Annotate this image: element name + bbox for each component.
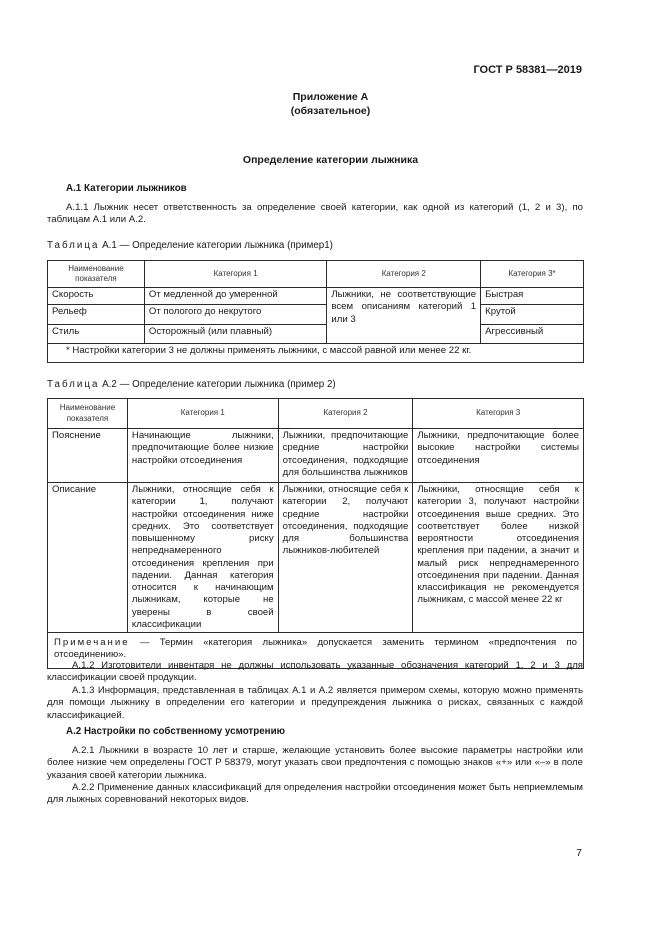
table2-cell-cat1: Лыжники, относящие себя к категории 1, получают настройки отсоединения ниже средних. Это соответствует повышенному риску непреднамеренного отсоединения крепления при падении. Данная категория относится к начинающим лыжникам, которые не уверены в своей классификации [127, 483, 278, 633]
table2-header-row [48, 399, 584, 429]
table2-caption [47, 379, 336, 392]
table1-cell-name: Скорость [48, 288, 145, 305]
table1-header-cat2: Категория 2 [327, 261, 481, 288]
table1-cell-name: Рельеф [48, 305, 145, 325]
paragraph-a1-3: А.1.3 Информация, представленная в таблицах А.1 и А.2 является примером схемы, которую можно применять для помощи лыжнику в определении его категории и предупреждения лыжника о рисках, связанных с каждой классификацией. [47, 685, 583, 721]
section-title: Определение категории лыжника [242, 154, 419, 166]
page-number: 7 [576, 847, 582, 859]
table2-header-cat1: Категория 1 [127, 399, 278, 429]
table1-cell-cat3: Крутой [481, 305, 584, 325]
appendix-heading [0, 91, 661, 118]
table1-cell-cat2-merged: Лыжники, не соответствующие всем описаниям категорий 1 или 3 [327, 288, 481, 344]
table2-header-cat3: Категория 3 [413, 399, 584, 429]
table1-caption-prefix: Таблица [47, 240, 100, 251]
table2-cell-name: Пояснение [48, 429, 128, 483]
paragraph-a1-2: А.1.2 Изготовители инвентаря не должны использовать указанные обозначения категорий 1, 2 и 3 для классификации своей продукции. [47, 660, 583, 684]
table1-footnote: * Настройки категории 3 не должны применять лыжники, с массой равной или менее 22 кг. [48, 344, 584, 363]
table1-cell-cat1: От пологого до некрутого [144, 305, 327, 325]
table1-cell-cat3: Агрессивный [481, 325, 584, 344]
paragraph-a1-1: А.1.1 Лыжник несет ответственность за определение своей категории, как одной из категорий (1, 2 и 3), по таблицам А.1 или А.2. [47, 202, 583, 226]
table1-header-row [48, 261, 584, 288]
table1-footnote-row [48, 344, 584, 363]
table2-cell-cat2: Лыжники, относящие себя к категории 2, получают средние настройки отсоединения, подходящие для большинства лыжников-любителей [278, 483, 413, 633]
table2-header-cat2: Категория 2 [278, 399, 413, 429]
table2-header-name: Наименование показателя [48, 399, 128, 429]
table2-note-label: Примечание [54, 637, 130, 649]
appendix-title: Приложение А [292, 91, 369, 103]
paragraph-a2-1: А.2.1 Лыжники в возрасте 10 лет и старше, желающие установить более высокие параметры настройки или более низкие чем определены ГОСТ Р 58379, могут указать свои предпочтения с помощью знаков «+» или «–» в поле указания своей категории лыжника. [47, 745, 583, 781]
table-row [48, 325, 584, 344]
paragraph-a2-2: А.2.2 Применение данных классификаций для определения настройки отсоединения может быть неприемлемым для лыжных соревнований некоторых видов. [47, 782, 583, 806]
table1-cell-cat1: Осторожный (или плавный) [144, 325, 327, 344]
document-code: ГОСТ Р 58381—2019 [473, 64, 582, 76]
table2-cell-cat1: Начинающие лыжники, предпочитающие более низкие настройки отсоединения [127, 429, 278, 483]
table-row [48, 429, 584, 483]
table-a1 [47, 260, 584, 363]
appendix-status: (обязательное) [290, 104, 371, 117]
table2-caption-text: А.2 — Определение категории лыжника (пример 2) [99, 379, 336, 390]
table-row [48, 305, 584, 325]
table2-cell-cat3: Лыжники, относящие себя к категории 3, получают настройки отсоединения выше средних. Это соответствует более низкой вероятности отсоединения крепления при падении, а значит и малый риск непреднамеренного отсоединения при падении. Данная классификация не рекомендуется лыжникам, с массой менее 22 кг [413, 483, 584, 633]
table-row [48, 483, 584, 633]
table1-cell-cat3: Быстрая [481, 288, 584, 305]
table2-cell-name: Описание [48, 483, 128, 633]
table1-caption-text: А.1 — Определение категории лыжника (пример1) [99, 240, 333, 251]
table-a2 [47, 398, 584, 669]
table1-header-cat1: Категория 1 [144, 261, 327, 288]
table1-header-cat3: Категория 3* [481, 261, 584, 288]
table1-cell-name: Стиль [48, 325, 145, 344]
table1-cell-cat1: От медленной до умеренной [144, 288, 327, 305]
table-row [48, 288, 584, 305]
table2-cell-cat3: Лыжники, предпочитающие более высокие настройки системы отсоединения [413, 429, 584, 483]
subsection-a2-title: А.2 Настройки по собственному усмотрению [66, 726, 285, 737]
table1-header-name: Наименование показателя [48, 261, 145, 288]
table2-note-text: — Термин «категория лыжника» допускается заменить термином «предпочтения по отсоединению». [54, 637, 577, 661]
table2-cell-cat2: Лыжники, предпочитающие средние настройки отсоединения, подходящие для большинства лыжников [278, 429, 413, 483]
subsection-a1-title: А.1 Категории лыжников [66, 183, 187, 194]
table1-caption [47, 240, 333, 253]
table2-caption-prefix: Таблица [47, 379, 100, 390]
